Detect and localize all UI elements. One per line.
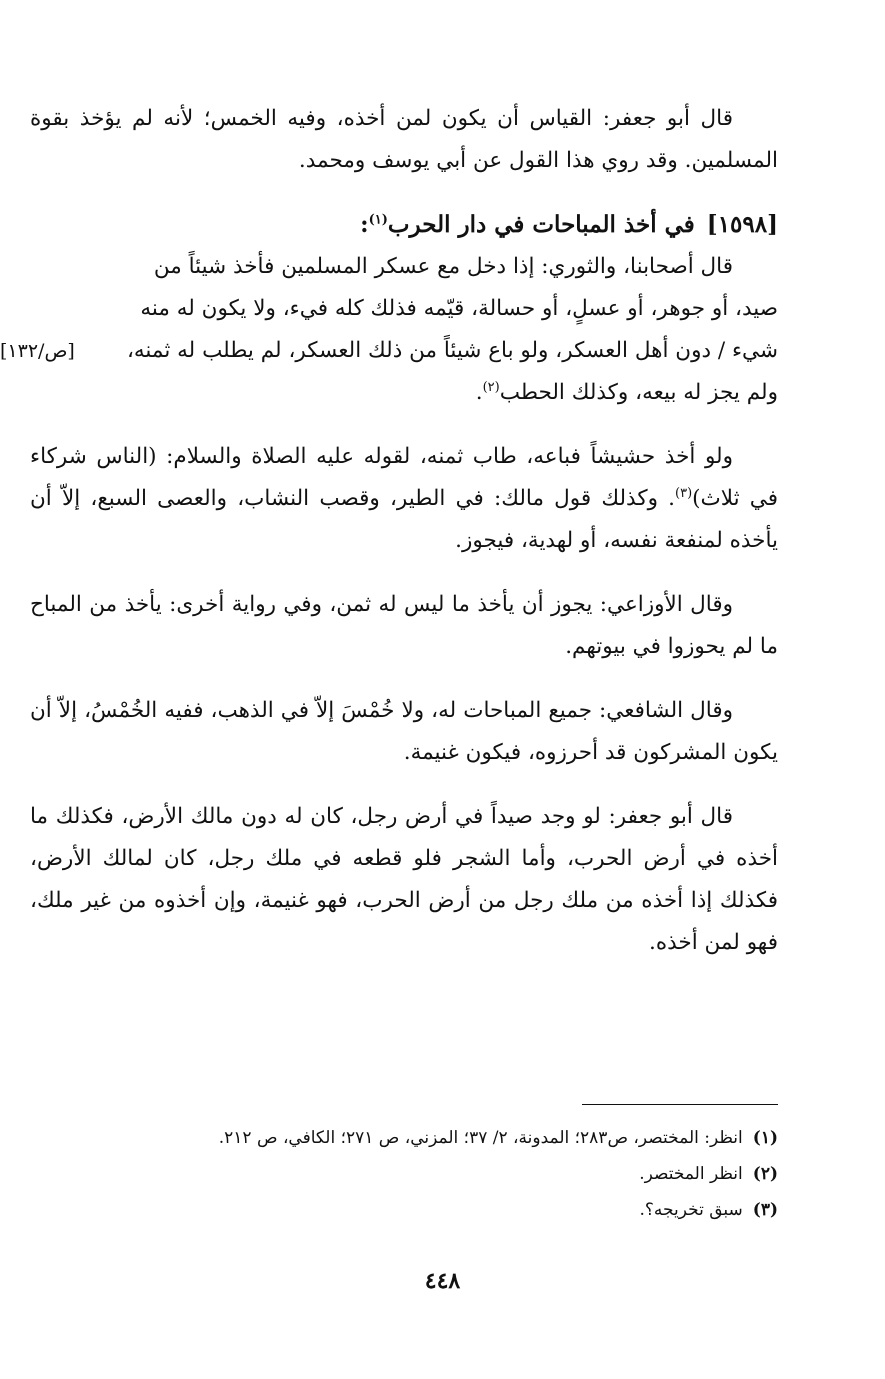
page-body: [0, 98, 778, 986]
section-heading: [30, 204, 778, 246]
footnote-3-text: سبق تخريجه؟.: [639, 1200, 743, 1220]
paragraph-6: [30, 796, 778, 964]
section-number: [١٥٩٨]: [706, 211, 778, 238]
paragraph-2-line-3: شيء / دون أهل العسكر، ولو باع شيئاً من ذلك العسكر، لم يطلب له ثمنه،: [126, 338, 778, 363]
paragraph-6-text: قال أبو جعفر: لو وجد صيداً في أرض رجل، كان له دون مالك الأرض، فكذلك ما أخذه في أرض الحرب، وأما الشجر فلو قطعه في ملك رجل، كان لمالك الأرض، فكذلك إذا أخذه من ملك رجل من أرض الحرب، فهو غنيمة، وإن أخذوه من غير ملك، فهو لمن أخذه.: [30, 804, 778, 955]
footnote-2-number: (٢): [752, 1164, 778, 1184]
footnote-divider: [582, 1104, 778, 1105]
paragraph-1-text: قال أبو جعفر: القياس أن يكون لمن أخذه، وفيه الخمس؛ لأنه لم يؤخذ بقوة المسلمين. وقد روي هذا القول عن أبي يوسف ومحمد.: [30, 106, 778, 173]
section-title: في أخذ المباحات في دار الحرب: [387, 211, 695, 238]
paragraph-2-end: .: [475, 380, 483, 405]
paragraph-2-line-2: صيد، أو جوهر، أو عسلٍ، أو حسالة، قيّمه فذلك كله فيء، ولا يكون له منه: [140, 296, 778, 321]
paragraph-4-text: وقال الأوزاعي: يجوز أن يأخذ ما ليس له ثمن، وفي رواية أخرى: يأخذ من المباح ما لم يحوزوا في بيوتهم.: [30, 592, 778, 659]
page-number: ٤٤٨: [424, 1268, 461, 1294]
paragraph-2-line-4: ولم يجز له بيعه، وكذلك الحطب: [499, 380, 778, 405]
paragraph-3: [30, 436, 778, 562]
footnote-3: [30, 1192, 778, 1228]
footnote-ref-2[interactable]: (٢): [482, 379, 500, 395]
paragraph-4: [30, 584, 778, 668]
footnote-ref-3[interactable]: (٣): [675, 485, 693, 501]
paragraph-3-text-b: . وكذلك قول مالك: في الطير، وقصب النشاب، والعصى السبع، إلاّ أن يأخذه لمنفعة نفسه، أو لهدية، فيجوز.: [30, 486, 778, 553]
page-margin-reference: [ص/١٣٢]: [0, 340, 75, 362]
footnote-ref-1[interactable]: (١): [368, 212, 388, 228]
paragraph-5: [30, 690, 778, 774]
paragraph-2: [0, 246, 778, 414]
footnote-2: [30, 1156, 778, 1192]
paragraph-5-text: وقال الشافعي: جميع المباحات له، ولا خُمْسَ إلاّ في الذهب، ففيه الخُمْسُ، إلاّ أن يكون المشركون قد أحرزوه، فيكون غنيمة.: [30, 698, 778, 765]
paragraph-3-text-a: ولو أخذ حشيشاً فباعه، طاب ثمنه، لقوله عليه الصلاة والسلام: (الناس شركاء في ثلاث): [30, 444, 778, 511]
paragraph-1: [30, 98, 778, 182]
footnote-1-text: انظر: المختصر، ص٢٨٣؛ المدونة، ٢/ ٣٧؛ المزني، ص ٢٧١؛ الكافي، ص ٢١٢.: [218, 1128, 743, 1148]
footnote-1: [30, 1120, 778, 1156]
footnote-3-number: (٣): [752, 1200, 778, 1220]
paragraph-2-line-1: قال أصحابنا، والثوري: إذا دخل مع عسكر المسلمين فأخذ شيئاً من: [153, 254, 733, 279]
heading-colon: :: [360, 211, 369, 238]
footnote-2-text: انظر المختصر.: [639, 1164, 743, 1184]
footnotes: [30, 1120, 778, 1228]
footnote-1-number: (١): [752, 1128, 778, 1148]
